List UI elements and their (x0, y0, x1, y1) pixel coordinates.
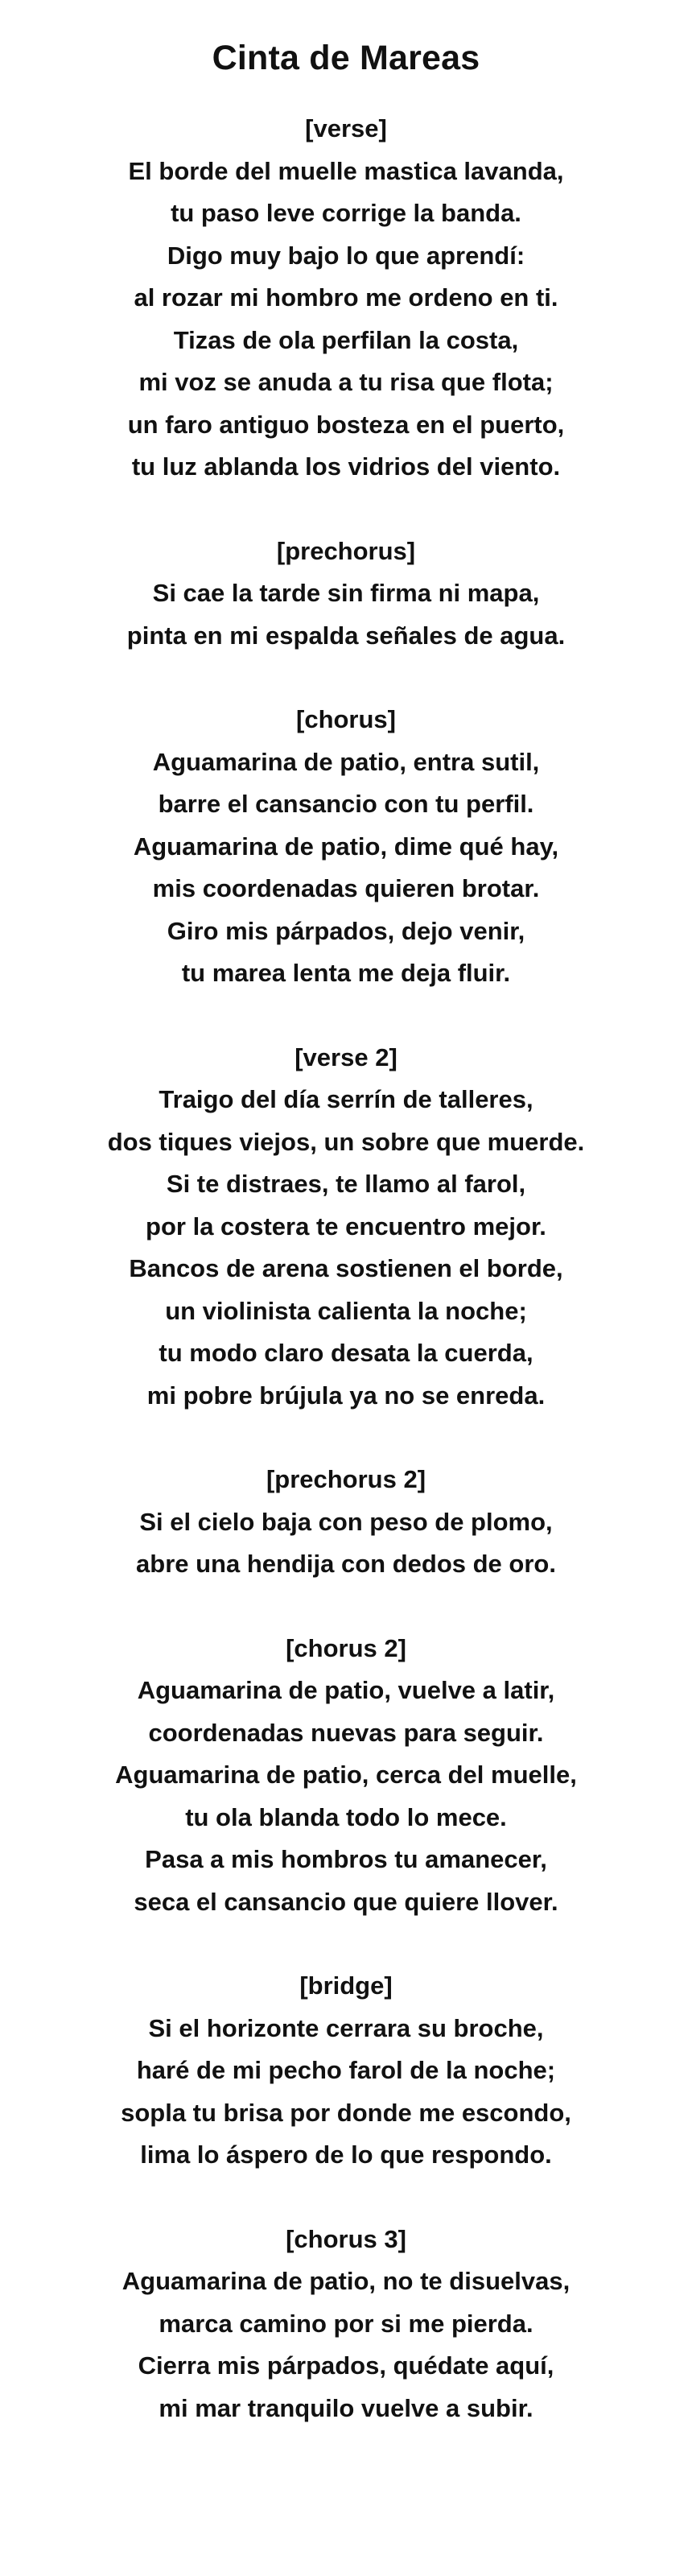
lyric-line: El borde del muelle mastica lavanda, (128, 156, 564, 185)
lyrics-body (0, 108, 692, 2429)
lyric-line: Bancos de arena sostienen el borde, (129, 1254, 563, 1282)
lyric-line: Tizas de ola perfilan la costa, (173, 325, 519, 354)
lyric-line: Aguamarina de patio, entra sutil, (152, 747, 540, 776)
lyric-line: Si el cielo baja con peso de plomo, (139, 1507, 553, 1536)
lyric-section (0, 530, 692, 658)
lyric-line: mi pobre brújula ya no se enreda. (146, 1381, 546, 1410)
lyric-line: Si cae la tarde sin firma ni mapa, (152, 579, 540, 607)
lyric-line: tu luz ablanda los vidrios del viento. (131, 452, 561, 481)
lyric-line: Aguamarina de patio, cerca del muelle, (115, 1761, 577, 1789)
section-tag: [prechorus] (276, 536, 416, 565)
lyric-line: Aguamarina de patio, dime qué hay, (133, 832, 559, 861)
lyric-line: tu modo claro desata la cuerda, (159, 1339, 533, 1367)
lyric-line: al rozar mi hombro me ordeno en ti. (134, 283, 558, 312)
lyric-line: Pasa a mis hombros tu amanecer, (145, 1845, 547, 1873)
section-tag: [chorus 2] (286, 1633, 406, 1662)
section-tag: [verse 2] (295, 1042, 397, 1071)
lyric-line: Cierra mis párpados, quédate aquí, (138, 2351, 554, 2380)
lyric-line: marca camino por si me pierda. (159, 2309, 533, 2338)
song-title: Cinta de Mareas (212, 39, 480, 77)
section-tag: [verse] (305, 114, 387, 142)
lyric-line: Giro mis párpados, dejo venir, (167, 916, 525, 945)
lyric-line: haré de mi pecho farol de la noche; (136, 2056, 556, 2084)
lyric-section (0, 108, 692, 489)
section-tag: [chorus] (296, 705, 396, 733)
lyric-section (0, 1459, 692, 1586)
lyric-line: barre el cansancio con tu perfil. (158, 790, 534, 818)
section-tag: [prechorus 2] (266, 1465, 426, 1493)
lyric-line: Digo muy bajo lo que aprendí: (167, 241, 525, 270)
lyric-section (0, 1965, 692, 2177)
lyric-line: mi voz se anuda a tu risa que flota; (138, 368, 554, 396)
lyric-section (0, 2219, 692, 2430)
lyric-line: lima lo áspero de lo que respondo. (140, 2140, 552, 2169)
lyric-line: tu ola blanda todo lo mece. (185, 1802, 507, 1831)
lyric-line: abre una hendija con dedos de oro. (136, 1550, 556, 1578)
lyric-line: tu paso leve corrige la banda. (171, 199, 521, 227)
lyric-line: coordenadas nuevas para seguir. (148, 1718, 544, 1747)
lyric-line: Si te distraes, te llamo al farol, (166, 1170, 526, 1198)
lyric-line: pinta en mi espalda señales de agua. (126, 621, 566, 650)
lyric-line: Si el horizonte cerrara su broche, (148, 2013, 544, 2042)
lyric-line: seca el cansancio que quiere llover. (134, 1887, 558, 1916)
lyric-line: mis coordenadas quieren brotar. (152, 874, 540, 902)
lyric-line: Aguamarina de patio, vuelve a latir, (137, 1676, 555, 1704)
lyric-line: mi mar tranquilo vuelve a subir. (159, 2393, 533, 2422)
lyric-section (0, 1037, 692, 1418)
lyric-line: Traigo del día serrín de talleres, (159, 1085, 533, 1113)
lyric-line: dos tiques viejos, un sobre que muerde. (107, 1127, 585, 1156)
lyric-line: por la costera te encuentro mejor. (146, 1212, 546, 1241)
section-tag: [bridge] (299, 1971, 393, 2000)
lyric-line: tu marea lenta me deja fluir. (181, 959, 511, 987)
lyric-section (0, 1628, 692, 1924)
section-tag: [chorus 3] (286, 2224, 406, 2253)
lyric-line: un violinista calienta la noche; (165, 1296, 527, 1325)
lyric-section (0, 699, 692, 995)
lyric-line: sopla tu brisa por donde me escondo, (121, 2098, 571, 2127)
lyric-line: Aguamarina de patio, no te disuelvas, (122, 2267, 570, 2295)
lyric-line: un faro antiguo bosteza en el puerto, (127, 410, 565, 439)
